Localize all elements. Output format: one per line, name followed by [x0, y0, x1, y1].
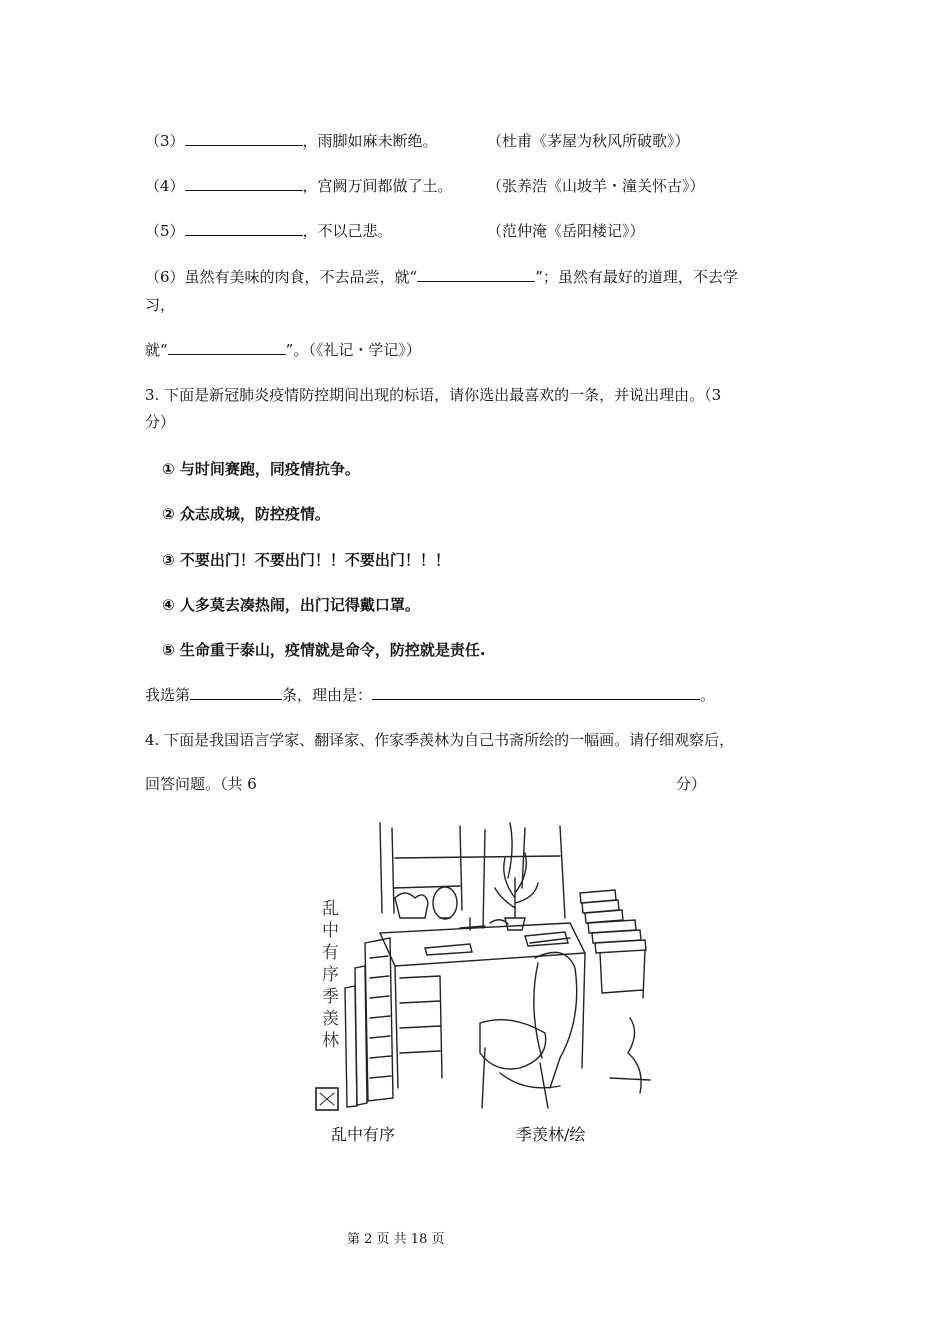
caption-author: 季羡林/绘: [516, 1125, 586, 1144]
q2-item-6-line3: [145, 339, 421, 360]
q2-item-3: [145, 130, 438, 151]
choice-blank[interactable]: [190, 684, 282, 700]
answer-blank[interactable]: [185, 220, 303, 236]
q2-item-4-source: （张养浩《山坡羊・潼关怀古》）: [487, 177, 705, 195]
poem-line: ，雨脚如麻未断绝。: [302, 132, 438, 150]
q4-stem-line1: 4. 下面是我国语言学家、翻译家、作家季羡林为自己书斋所绘的一幅画。请仔细观察后，: [145, 731, 735, 749]
reason-blank[interactable]: [372, 684, 700, 700]
slogan-2: ② 众志成城，防控疫情。: [162, 505, 330, 523]
answer-blank[interactable]: [185, 130, 303, 146]
answer-blank[interactable]: [168, 339, 286, 355]
page-number: 第 2 页 共 18 页: [347, 1232, 445, 1247]
q4-stem-line2-right: 分）: [676, 775, 707, 793]
q2-item-6-line2: 习，: [145, 296, 176, 314]
item-number: （5）: [145, 222, 185, 240]
item-6-text-pre: （6）虽然有美味的肉食，不去品尝，就“: [145, 268, 418, 286]
slogan-4: ④ 人多莫去凑热闹，出门记得戴口罩。: [162, 596, 420, 614]
answer-blank[interactable]: [417, 266, 535, 282]
q3-answer-line: [145, 684, 715, 705]
answer-label-reason: 条，理由是：: [282, 686, 373, 704]
caption-title: 乱中有序: [331, 1125, 396, 1144]
study-sketch-image: [310, 818, 660, 1118]
answer-label-choice: 我选第: [145, 686, 191, 704]
item-number: （3）: [145, 132, 185, 150]
q2-item-5: [145, 220, 393, 241]
q2-item-6-line1: [145, 266, 738, 287]
q4-stem-line2-left: 回答问题。（共 6: [145, 775, 257, 793]
q2-item-3-source: （杜甫《茅屋为秋风所破歌》）: [487, 132, 690, 150]
q3-stem-line2: 分）: [145, 413, 176, 431]
slogan-5: ⑤ 生命重于泰山，疫情就是命令，防控就是责任.: [162, 641, 486, 659]
q3-stem-line1: 3. 下面是新冠肺炎疫情防控期间出现的标语，请你选出最喜欢的一条，并说出理由。（3: [145, 386, 722, 404]
slogan-1: ① 与时间赛跑，同疫情抗争。: [162, 460, 360, 478]
item-6-text-post: ”；虽然有最好的道理，不去学: [535, 268, 738, 286]
item-6-text-pre: 就“: [145, 341, 168, 359]
answer-blank[interactable]: [185, 175, 303, 191]
q2-item-4: [145, 175, 453, 196]
image-inscription: 乱中有序 季羡林: [322, 899, 339, 1051]
item-6-source: ”。（《礼记・学记》）: [285, 341, 421, 359]
answer-period: 。: [700, 686, 716, 704]
slogan-3: ③ 不要出门！不要出门！！不要出门！！！: [162, 551, 450, 569]
poem-line: ，不以己悲。: [302, 222, 393, 240]
poem-line: ，宫阙万间都做了土。: [302, 177, 453, 195]
q2-item-5-source: （范仲淹《岳阳楼记》）: [487, 222, 645, 240]
item-number: （4）: [145, 177, 185, 195]
